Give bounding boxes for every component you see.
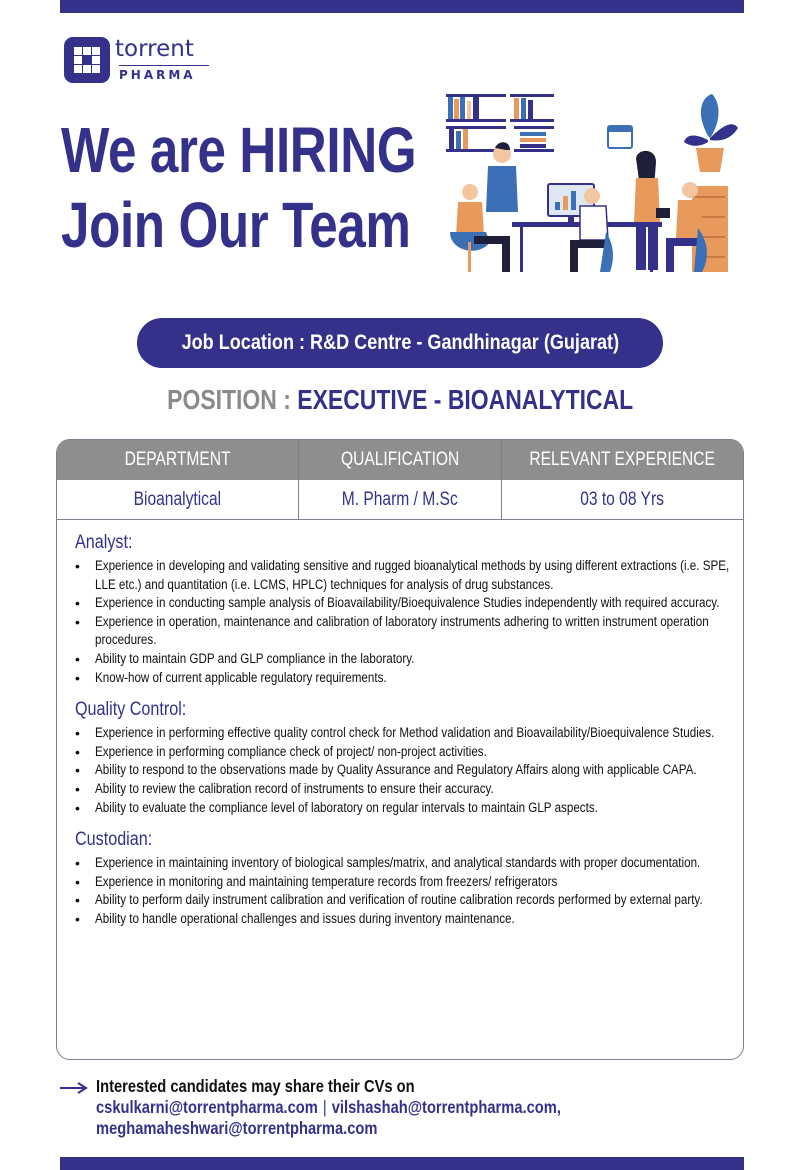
list-item: • Experience in maintaining inventory of biological samples/matrix, and analytical standards with proper documentation. — [75, 854, 735, 873]
arrow-right-icon — [60, 1082, 88, 1094]
list-item: • Ability to maintain GDP and GLP compliance in the laboratory. — [75, 650, 735, 669]
email-link-vilshashah[interactable]: vilshashah@torrentpharma.com, — [331, 1097, 561, 1117]
list-item: • Experience in conducting sample analysis of Bioavailability/Bioequivalence Studies independently with required accuracy. — [75, 594, 735, 613]
cell-experience: 03 to 08 Yrs — [580, 488, 665, 510]
headline-join-team: Join Our Team — [61, 189, 411, 261]
section-title: Custodian: — [75, 829, 153, 851]
bottom-accent-bar — [60, 1157, 744, 1170]
list-item: • Experience in performing effective quality control check for Method validation and Bioavailability/Bioequivalence Studies. — [75, 724, 735, 743]
email-link-cskulkarni[interactable]: cskulkarni@torrentpharma.com — [96, 1097, 318, 1117]
office-team-illustration — [440, 92, 740, 282]
job-details-card — [56, 439, 744, 1060]
brand-sub: PHARMA — [119, 68, 196, 82]
list-item: • Ability to perform daily instrument calibration and verification of routine calibration records performed by external party. — [75, 891, 735, 910]
email-separator: | — [322, 1097, 327, 1117]
top-accent-bar — [60, 0, 744, 13]
list-item: • Ability to review the calibration record of instruments to ensure their accuracy. — [75, 780, 735, 799]
header-department: DEPARTMENT — [57, 440, 299, 480]
contact-intro: Interested candidates may share their CVs on — [96, 1076, 415, 1096]
table-header-row — [57, 440, 743, 480]
list-item: • Experience in developing and validating sensitive and rugged bioanalytical methods by using different extractions (i.e. SPE, LLE etc.) and quantitation (i.e. LCMS, HPLC) techniques for analysis of drug substances. — [75, 557, 735, 594]
logo-divider — [119, 65, 209, 66]
list-item: • Ability to respond to the observations made by Quality Assurance and Regulatory Affairs along with applicable CAPA. — [75, 761, 735, 780]
job-location-text: Job Location : R&D Centre - Gandhinagar (Gujarat) — [181, 331, 619, 354]
job-location-banner — [137, 318, 663, 368]
list-item: • Experience in operation, maintenance and calibration of laboratory instruments adhering to written instrument operation procedures. — [75, 613, 735, 650]
position-heading — [0, 384, 800, 416]
section-title: Analyst: — [75, 532, 133, 553]
section-custodian — [75, 829, 735, 928]
role-sections — [75, 532, 735, 941]
section-title: Quality Control: — [75, 699, 187, 721]
headline-hiring: We are HIRING — [61, 114, 417, 186]
section-quality-control — [75, 699, 735, 817]
brand-name: torrent — [115, 36, 194, 62]
torrent-logo-mark-icon — [64, 37, 110, 83]
list-item: • Ability to handle operational challenges and issues during inventory maintenance. — [75, 910, 735, 929]
cell-qualification: M. Pharm / M.Sc — [299, 480, 502, 519]
table-row — [57, 480, 743, 520]
position-value: EXECUTIVE - BIOANALYTICAL — [297, 384, 634, 415]
torrent-pharma-logo — [64, 37, 214, 85]
email-link-meghamaheshwari[interactable]: meghamaheshwari@torrentpharma.com — [96, 1118, 378, 1138]
list-item: • Experience in monitoring and maintaining temperature records from freezers/ refrigerators — [75, 873, 735, 892]
list-item: • Ability to evaluate the compliance level of laboratory on regular intervals to maintain GLP aspects. — [75, 799, 735, 818]
list-item: • Experience in performing compliance check of project/ non-project activities. — [75, 743, 735, 762]
cell-department: Bioanalytical — [57, 480, 299, 519]
section-analyst — [75, 532, 735, 687]
position-label: POSITION : — [166, 384, 291, 415]
header-relevant-experience: RELEVANT EXPERIENCE — [529, 449, 716, 470]
header-qualification: QUALIFICATION — [299, 440, 502, 480]
list-item: • Know-how of current applicable regulatory requirements. — [75, 669, 735, 688]
